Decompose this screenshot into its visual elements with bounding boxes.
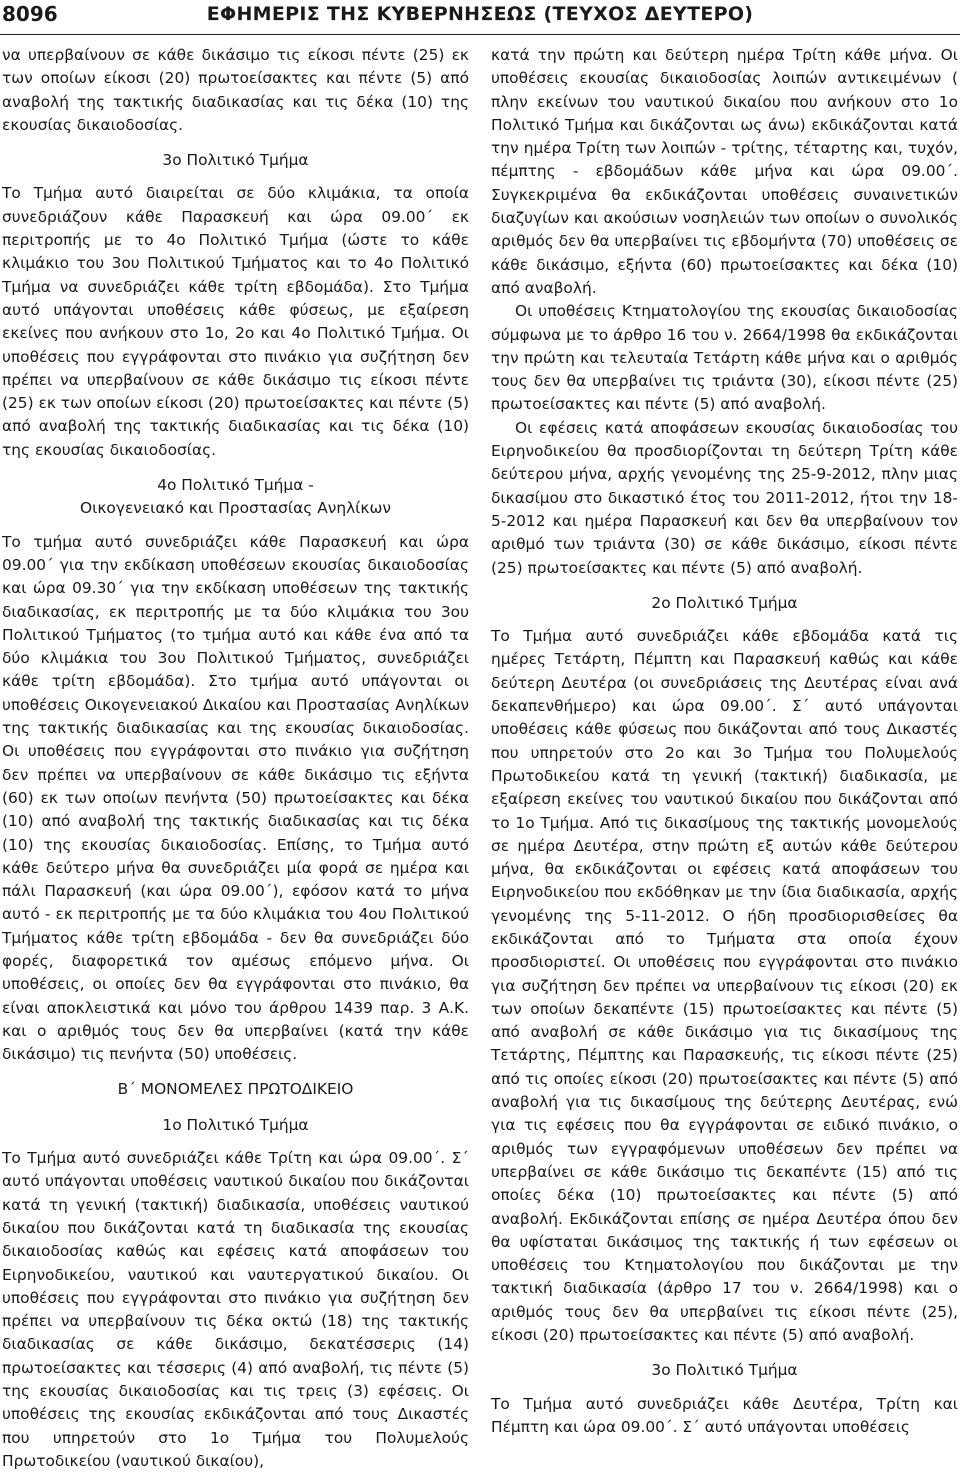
section-heading: 3ο Πολιτικό Τμήμα — [651, 1361, 798, 1380]
paragraph: κατά την πρώτη και δεύτερη ημέρα Τρίτη κάθε μήνα. Οι υποθέσεις εκουσίας δικαιοδοσίας λοιπών αντικειμένων ( πλην εκείνων του ναυτικού δικαίου που ανήκουν στο 1ο Πολιτικό Τμήμα και δικάζονται ως άνω) εκδικάζονται κατά την ημέρα Τρίτη των λοιπών - τρίτης, τέταρτης και, τυχόν, πέμπτης - εβδομάδων κάθε μήνα και ώρα 09.00΄. Συγκεκριμένα θα εκδικάζονται υποθέσεις συναινετικών διαζυγίων και ακούσιων νοσηλειών των οποίων ο συνολικός αριθμός δεν θα υπερβαίνει τις εβδομήντα (70) υποθέσεις σε κάθε δικάσιμο, εξήντα (60) πρωτοείσακτες και δέκα (10) από αναβολή. — [491, 46, 958, 297]
paragraph: Το Τμήμα αυτό συνεδριάζει κάθε Δευτέρα, Τρίτη και Πέμπτη και ώρα 09.00΄. Σ΄ αυτό υπάγονται υποθέσεις — [491, 1394, 958, 1436]
gazette-title: ΕΦΗΜΕΡΙΣ ΤΗΣ ΚΥΒΕΡΝΗΣΕΩΣ (ΤΕΥΧΟΣ ΔΕΥΤΕΡΟ) — [206, 3, 754, 25]
heading-line: Οικογενειακό και Προστασίας Ανηλίκων — [80, 499, 391, 518]
header-rule — [0, 34, 960, 35]
paragraph: Το Τμήμα αυτό συνεδριάζει κάθε εβδομάδα κατά τις ημέρες Τετάρτη, Πέμπτη και Παρασκευή καθώς και κάθε δεύτερη Δευτέρα (οι συνεδριάσεις της Δευτέρας είναι ανά δεκαπενθήμερο) και ώρα 09.00΄. Σ΄ αυτό υπάγονται υποθέσεις κάθε φύσεως που δικάζονται από τους Δικαστές που υπηρετούν στο 2ο και 3ο Τμήμα του Πολυμελούς Πρωτοδικείου κατά τη γενική (τακτική) διαδικασία, με εξαίρεση εκείνες του ναυτικού δικαίου που δικάζονται από το 1ο Τμήμα. Από τις δικασίμους της τακτικής μονομελούς σε ημέρα Δευτέρα, στην πρώτη εξ αυτών κάθε δεύτερου μήνα, θα εκδικάζονται οι εφέσεις κατά αποφάσεων του Ειρηνοδικείου που εκδόθηκαν με την ίδια διαδικασία, αρχής γενομένης της 5-11-2012. Ο ήδη προσδιορισθείσες θα εκδικάζονται από το Τμήματα στα οποία έχουν προσδιοριστεί. Οι υποθέσεις που εγγράφονται στο πινάκιο για συζήτηση δεν πρέπει να υπερβαίνουν τις είκοσι (20) εκ των οποίων δεκαπέντε (15) πρωτοείσακτες και πέντε (5) από αναβολή σε κάθε δικάσιμο για τις δικασίμους της Τετάρτης, Πέμπτης και Παρασκευής, τις είκοσι πέντε (25) από τις οποίες είκοσι (20) πρωτοείσακτες και πέντε (5) από αναβολή για τις δικασίμους της δεύτερης Δευτέρας, ενώ για τις εφέσεις που θα εγγράφονται σε ειδικό πινάκιο, ο αριθμός των εγγραφόμενων υποθέσεων δεν πρέπει να υπερβαίνει σε κάθε δικάσιμο τις δεκαπέντε (15) από τις οποίες δέκα (10) πρωτοείσακτες και πέντε (5) από αναβολή. Εκδικάζονται επίσης σε ημέρα Δευτέρα όπου δεν θα υφίσταται δικάσιμος της τακτικής ή των εφέσεων οι υποθέσεις του Κτηματολογίου που δικάζονται με την τακτική διαδικασία (άρθρο 17 του ν. 2664/1998) και ο αριθμός τους δεν θα υπερβαίνει τις είκοσι πέντε (25), είκοσι (20) πρωτοείσακτες και πέντε (5) από αναβολή. — [491, 627, 958, 1345]
paragraph: Οι υποθέσεις Κτηματολογίου της εκουσίας δικαιοδοσίας σύμφωνα με το άρθρο 16 του ν. 2664/1998 θα εκδικάζονται την πρώτη και τελευταία Τετάρτη κάθε μήνα και ο αριθμός τους δεν θα υπερβαίνει τις τριάντα (30), είκοσι πέντε (25) πρωτοείσακτες και πέντε (5) από αναβολή. — [491, 302, 958, 414]
section-heading: 2ο Πολιτικό Τμήμα — [651, 593, 798, 612]
paragraph: Το Τμήμα αυτό διαιρείται σε δύο κλιμάκια, τα οποία συνεδριάζουν κάθε Παρασκευή και ώρα 09.00΄ εκ περιτροπής με το 4ο Πολιτικό Τμήμα (ώστε το κάθε κλιμάκιο του 3ου Πολιτικού Τμήματος και το 4ο Πολιτικό Τμήμα να συνεδριάζει κάθε τρίτη εβδομάδα). Στο Τμήμα αυτό υπάγονται υποθέσεις κάθε φύσεως, με εξαίρεση εκείνες που ανήκουν στο 1ο, 2ο και 4ο Πολιτικό Τμήμα. Οι υποθέσεις που εγγράφονται στο πινάκιο για συζήτηση δεν πρέπει να υπερβαίνουν σε κάθε δικάσιμο τις είκοσι πέντε (25) εκ των οποίων είκοσι (20) πρωτοείσακτες και πέντε (5) από αναβολή της τακτικής διαδικασίας και τις δέκα (10) της εκουσίας δικαιοδοσίας. — [2, 184, 469, 459]
right-column — [491, 44, 958, 1439]
page-number: 8096 — [2, 2, 58, 26]
section-heading — [2, 474, 469, 521]
heading-line: 4ο Πολιτικό Τμήμα - — [157, 476, 314, 495]
page-header — [0, 0, 960, 36]
left-column — [2, 44, 469, 1473]
court-heading: Β΄ ΜΟΝΟΜΕΛΕΣ ΠΡΩΤΟΔΙΚΕΙΟ — [117, 1080, 354, 1099]
paragraph: Οι εφέσεις κατά αποφάσεων εκουσίας δικαιοδοσίας του Ειρηνοδικείου θα προσδιορίζονται τη δεύτερη Τρίτη κάθε δεύτερου μήνα, αρχής γενομένης της 25-9-2012, πλην μιας δικασίμου στο δικαστικό έτος του 2011-2012, ήτοι την 18-5-2012 και ημέρα Παρασκευή και δεν θα υπερβαίνουν τον αριθμό των τριάντα (30) σε κάθε δικάσιμο, είκοσι πέντε (25) πρωτοείσακτες και πέντε (5) από αναβολή. — [491, 418, 958, 577]
paragraph: να υπερβαίνουν σε κάθε δικάσιμο τις είκοσι πέντε (25) εκ των οποίων είκοσι (20) πρωτοείσακτες και πέντε (5) από αναβολή της τακτικής διαδικασίας και τις δέκα (10) της εκουσίας δικαιοδοσίας. — [2, 46, 469, 134]
paragraph: Το Τμήμα αυτό συνεδριάζει κάθε Τρίτη και ώρα 09.00΄. Σ΄ αυτό υπάγονται υποθέσεις ναυτικού δικαίου που δικάζονται κατά τη γενική (τακτική) διαδικασία, υποθέσεις ναυτικού δικαίου που δικάζονται κατά τη διαδικασία της εκουσίας δικαιοδοσίας καθώς και εφέσεις κατά αποφάσεων του Ειρηνοδικείου, ναυτικού και ναυτεργατικού δικαίου. Οι υποθέσεις που εγγράφονται στο πινάκιο για συζήτηση δεν πρέπει να υπερβαίνουν τις δέκα οκτώ (18) της τακτικής διαδικασίας σε κάθε δικάσιμο, δεκατέσσερις (14) πρωτοείσακτες και τέσσερις (4) από αναβολή, τις πέντε (5) της εκουσίας δικαιοδοσίας και τις τρεις (3) εφέσεις. Οι υποθέσεις της εκουσίας εκδικάζονται από τους Δικαστές που υπηρετούν στο 1ο Τμήμα του Πολυμελούς Πρωτοδικείου (ναυτικού δικαίου), — [2, 1149, 469, 1470]
section-heading: 3ο Πολιτικό Τμήμα — [162, 151, 309, 170]
section-heading: 1ο Πολιτικό Τμήμα — [162, 1115, 309, 1134]
paragraph: Το τμήμα αυτό συνεδριάζει κάθε Παρασκευή και ώρα 09.00΄ για την εκδίκαση υποθέσεων εκουσίας δικαιοδοσίας και ώρα 09.30΄ για την εκδίκαση υποθέσεων της τακτικής διαδικασίας, εκ περιτροπής με τα δύο κλιμάκια του 3ου Πολιτικού Τμήματος (το τμήμα αυτό και κάθε ένα από τα δύο κλιμάκια του 3ου Πολιτικού Τμήματος, συνεδριάζει κάθε τρίτη εβδομάδα). Στο τμήμα αυτό υπάγονται οι υποθέσεις Οικογενειακού Δικαίου και Προστασίας Ανηλίκων της τακτικής διαδικασίας και της εκουσίας δικαιοδοσίας. Οι υποθέσεις που εγγράφονται στο πινάκιο για συζήτηση δεν πρέπει να υπερβαίνουν σε κάθε δικάσιμο τις εξήντα (60) εκ των οποίων πενήντα (50) πρωτοείσακτες και δέκα (10) από αναβολή της τακτικής διαδικασίας και τις δέκα (10) της εκουσίας δικαιοδοσίας. Επίσης, το Τμήμα αυτό κάθε δεύτερο μήνα θα συνεδριάζει μία φορά σε ημέρα και πάλι Παρασκευή (και ώρα 09.00΄), εφόσον κατά το μήνα αυτό - εκ περιτροπής με τα δύο κλιμάκια του 4ου Πολιτικού Τμήματος κάθε τρίτη εβδομάδα - δεν θα συνεδριάζει δύο φορές, διαφορετικά τον αμέσως επόμενο μήνα. Οι υποθέσεις, οι οποίες δεν θα εγγράφονται στο πινάκιο, θα είναι αποκλειστικά και μόνο του άρθρου 1439 παρ. 3 Α.Κ. και ο αριθμός τους δεν θα υπερβαίνει (κατά την κάθε δικάσιμο) τις πενήντα (50) υποθέσεις. — [2, 532, 469, 1064]
